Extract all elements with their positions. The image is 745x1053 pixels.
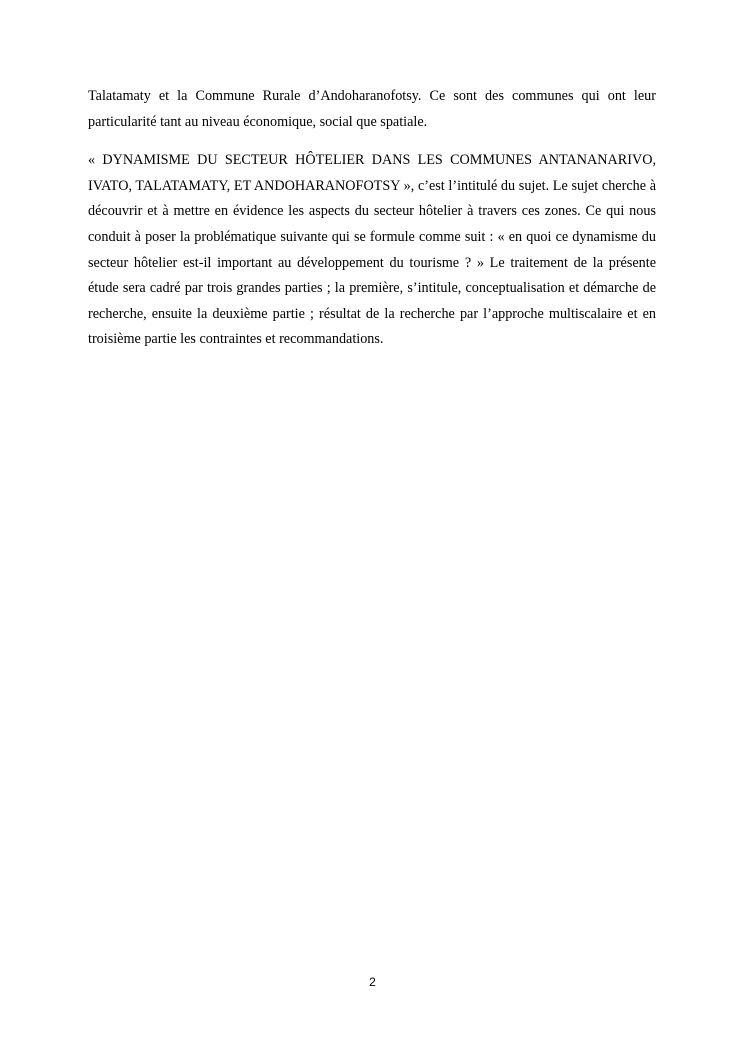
paragraph-intro-communes: Talatamaty et la Commune Rurale d’Andoharanofotsy. Ce sont des communes qui ont leur particularité tant au niveau économique, social que spatiale. (88, 88, 656, 130)
paragraph-subject-problematic: « DYNAMISME DU SECTEUR HÔTELIER DANS LES COMMUNES ANTANANARIVO, IVATO, TALATAMATY, ET ANDOHARANOFOTSY », c’est l’intitulé du sujet. Le sujet cherche à découvrir et à mettre en évidence les aspects du secteur hôtelier à travers ces zones. Ce qui nous conduit à poser la problématique suivante qui se formule comme suit : « en quoi ce dynamisme du secteur hôtelier est-il important au développement du tourisme ? » Le traitement de la présente étude sera cadré par trois grandes parties ; la première, s’intitule, conceptualisation et démarche de recherche, ensuite la deuxième partie ; résultat de la recherche par l’approche multiscalaire et en troisième partie les contraintes et recommandations. (88, 152, 656, 348)
page-number: 2 (369, 975, 376, 989)
document-body (88, 84, 656, 353)
